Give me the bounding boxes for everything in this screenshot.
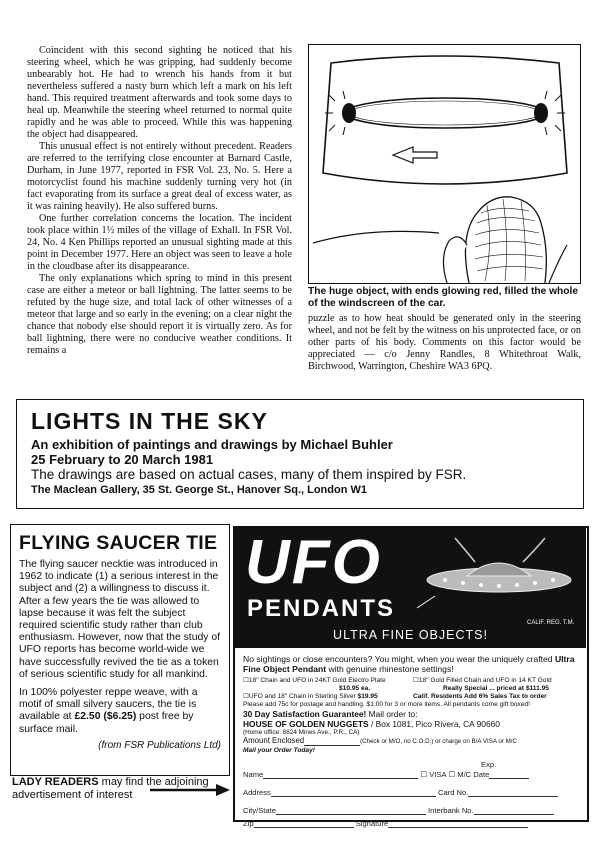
ufo-options-row bbox=[243, 693, 579, 701]
zip-label: Zip bbox=[243, 819, 254, 828]
signature-field[interactable] bbox=[388, 818, 528, 828]
option-price: Really Special ... priced at $111.95 bbox=[443, 685, 549, 692]
article-paragraph: This unusual effect is not entirely without precedent. Readers are referred to the terrifying close encounter at Barnard Castle, Durham, in June 1977, reported in FSR Vol. 23, No. 5. Here a motorcyclist found his machine suddenly turning very hot (in fact evaporating from its surface a great deal of excess water, as it was raining heavily). He also suffered burns. bbox=[27, 141, 292, 212]
city-field[interactable] bbox=[276, 805, 426, 815]
article-paragraph: One further correlation concerns the location. The incident took place within 1½ miles of the village of Exhall. In FSR Vol. 24, No. 4 Ken Phillips reported an unusual sighting made at this point in December 1977. Here an object was seen to leave a hole in the cloudbase after its disappearance. bbox=[27, 213, 292, 272]
ufo-pendant-icon bbox=[415, 534, 580, 614]
exhibition-line: The drawings are based on actual cases, many of them inspired by FSR. bbox=[31, 467, 467, 482]
name-label: Name bbox=[243, 770, 264, 779]
signature-label: Signature bbox=[355, 819, 389, 828]
car-windscreen-drawing bbox=[309, 45, 580, 283]
ufo-intro-product: Ultra Fine Object Pendant bbox=[243, 654, 575, 674]
zip-field[interactable] bbox=[254, 818, 354, 828]
arrow-right-icon bbox=[150, 783, 232, 797]
ufo-option[interactable] bbox=[413, 677, 579, 693]
ufo-tagline: ULTRA FINE OBJECTS! bbox=[333, 628, 488, 642]
exhibition-address: The Maclean Gallery, 35 St. George St., Hanover Sq., London W1 bbox=[31, 484, 367, 496]
tie-title: FLYING SAUCER TIE bbox=[19, 532, 218, 554]
address-field[interactable] bbox=[271, 787, 436, 797]
option-price: $19.95 bbox=[357, 693, 378, 700]
card-no-field[interactable] bbox=[468, 787, 558, 797]
option-price: $10.95 ea. bbox=[339, 685, 371, 692]
exhibition-dates: 25 February to 20 March 1981 bbox=[31, 452, 214, 467]
flying-saucer-tie-notice bbox=[10, 524, 230, 776]
ufo-ad-banner bbox=[235, 528, 586, 648]
ufo-pendants-advert bbox=[233, 526, 589, 828]
mail-to: Mail order to: bbox=[368, 709, 418, 719]
lady-readers-text: may find the adjoining advertisement of interest bbox=[12, 776, 209, 801]
date-field[interactable] bbox=[489, 769, 529, 779]
name-row bbox=[243, 769, 579, 779]
ufo-intro bbox=[243, 654, 579, 674]
card-no-label: Card No. bbox=[437, 788, 469, 797]
option-label: ☐18" Chain and UFO in 24KT Gold Electro Plate bbox=[243, 677, 386, 684]
visa-checkbox[interactable]: ☐ VISA bbox=[420, 770, 447, 779]
article-continuation: puzzle as to how heat should be generated only in the steering wheel, and not be felt by the witness on his unprotected face, or on other parts of his body. Comments on this factor would be appreciated — c/o Jenny Randles, 8 Whitethroat Walk, Birchwood, Warrington, Cheshire WA3 6PQ. bbox=[308, 313, 581, 372]
exhibition-line: An exhibition of paintings and drawings by Michael Buhler bbox=[31, 437, 393, 452]
guarantee-line bbox=[243, 709, 579, 719]
company-name: HOUSE OF GOLDEN NUGGETS bbox=[243, 719, 369, 729]
tie-offer-text: post free by surface mail. bbox=[19, 711, 194, 735]
ufo-intro-text: No sightings or close encounters? You might, when you wear the uniquely crafted bbox=[243, 654, 555, 664]
ufo-logo: UFO bbox=[245, 528, 382, 597]
article-right-column bbox=[308, 313, 581, 373]
company-box: / Box 1081, Pico Rivera, CA 90660 bbox=[370, 719, 500, 729]
article-left-column bbox=[27, 45, 292, 357]
company-line bbox=[243, 719, 579, 729]
check-note: (Check or M/O, no C.O.D.) or charge on B/A VISA or M/C bbox=[360, 738, 517, 745]
date-label: Date bbox=[473, 770, 490, 779]
tie-offer-text: In 100% polyester reppe weave, with a motif of small silvery saucers, the tie is available at bbox=[19, 687, 198, 723]
tie-description: The flying saucer necktie was introduced in 1962 to indicate (1) a serious interest in the subject and (2) a willingness to discuss it. After a few years the tie was allowed to lapse because it was felt the subject required scientific study rather than club enthusiasm. However, now that the study of UFO reports has become world-wide we have successfully revived the tie as a token of serious scientific study for all mankind. bbox=[19, 559, 220, 680]
exhibition-title: LIGHTS IN THE SKY bbox=[31, 408, 268, 434]
windscreen-illustration bbox=[308, 44, 581, 284]
illustration-caption: The huge object, with ends glowing red, filled the whole of the windscreen of the car. bbox=[308, 286, 578, 309]
guarantee: 30 Day Satisfaction Guarantee! bbox=[243, 709, 367, 719]
mc-checkbox[interactable]: ☐ M/C bbox=[448, 770, 472, 779]
tie-source: (from FSR Publications Ltd) bbox=[98, 739, 221, 751]
home-office: (Home office: 8824 Mines Ave., P.R., CA) bbox=[243, 729, 360, 736]
option-label: ☐18" Gold Filled Chain and UFO in 14 KT Gold bbox=[413, 677, 552, 684]
zip-row bbox=[243, 818, 579, 828]
city-row bbox=[243, 805, 579, 815]
address-label: Address bbox=[243, 788, 271, 797]
tie-offer bbox=[19, 687, 221, 736]
exhibition-notice bbox=[16, 399, 584, 509]
name-field[interactable] bbox=[263, 769, 418, 779]
lady-readers-bold: LADY READERS bbox=[12, 776, 99, 788]
tax-note: Calif. Residents Add 6% Sales Tax to order bbox=[413, 693, 547, 700]
ufo-option[interactable] bbox=[243, 693, 409, 701]
tie-price: £2.50 ($6.25) bbox=[74, 711, 137, 723]
amount-field[interactable] bbox=[304, 736, 360, 746]
ufo-ad-body bbox=[243, 654, 579, 755]
calif-reg: CALIF. REG. T.M. bbox=[527, 620, 575, 626]
city-label: City/State bbox=[243, 806, 276, 815]
interbank-label: Interbank No. bbox=[428, 806, 474, 815]
amount-label: Amount Enclosed bbox=[243, 736, 305, 745]
postage-note: Please add 75c for postage and handling. $1.00 for 3 or more items. All pendants come gift boxed! bbox=[243, 701, 531, 708]
option-label: ☐UFO and 18" Chain in Sterling Silver bbox=[243, 693, 356, 700]
pendants-heading: PENDANTS bbox=[247, 595, 396, 622]
ufo-options-row bbox=[243, 677, 579, 693]
address-row bbox=[243, 787, 579, 797]
exp-row bbox=[243, 760, 579, 769]
mail-today: Mail your Order Today! bbox=[243, 747, 315, 754]
article-paragraph: The only explanations which spring to mind in this present case are either a meteor or ball lightning. The latter seems to be refuted by the huge size, and total lack of other witnesses of a meteor that large and so early in the evening; on a clear night the chance that nobody else should report it is virtually zero. As for ball lightning, there were no conducive weather conditions. It remains a bbox=[27, 273, 292, 356]
article-paragraph: Coincident with this second sighting he noticed that his steering wheel, which he was gripping, had suddenly become unbearably hot. He had to wrench his hands from it but nevertheless suffered a nasty burn which left a mark on his left hand. This required treatment afterwards and took some days to heal up. Meanwhile the steering wheel returned to normal quite rapidly and he was able to proceed. While this was happening the object had disappeared. bbox=[27, 45, 292, 140]
ufo-option[interactable] bbox=[243, 677, 409, 693]
exp-label: Exp. bbox=[481, 760, 497, 769]
interbank-field[interactable] bbox=[474, 805, 554, 815]
amount-line bbox=[243, 736, 579, 746]
ufo-intro-text: with genuine rhinestone settings! bbox=[326, 664, 454, 674]
